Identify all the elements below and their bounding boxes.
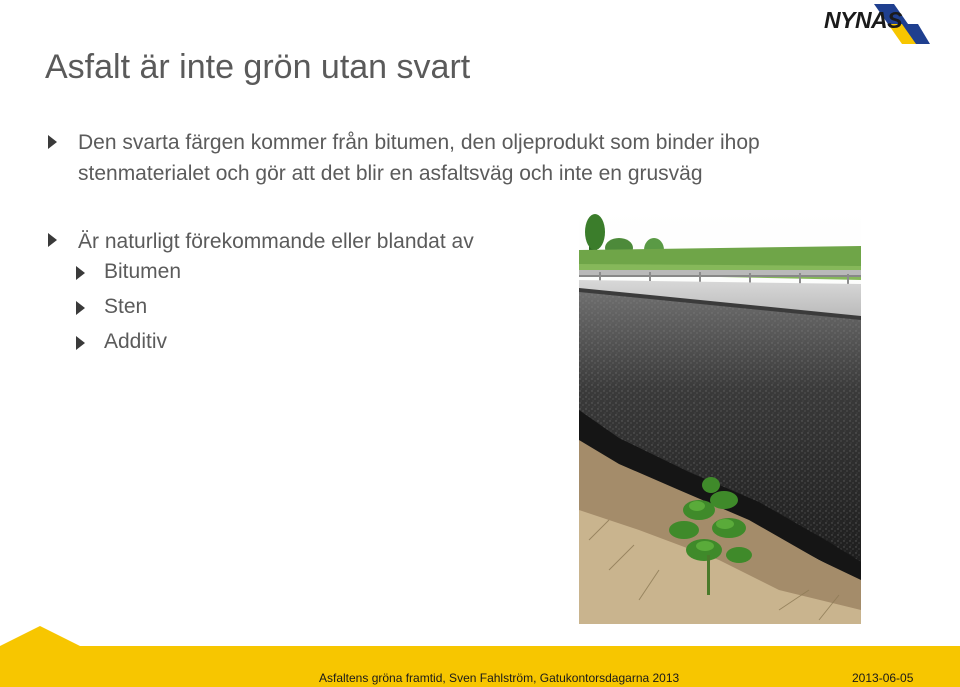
bullet-1: Den svarta färgen kommer från bitumen, den oljeprodukt som binder ihop stenmaterialet och gör att det blir en asfaltsväg och inte en grusväg xyxy=(78,131,760,185)
triangle-right-icon xyxy=(76,301,85,315)
sub-bullet-sten: Sten xyxy=(104,295,148,318)
slide-title: Asfalt är inte grön utan svart xyxy=(45,48,471,86)
asphalt-road-photo xyxy=(579,210,861,624)
footer-tab-shape xyxy=(0,620,80,648)
triangle-right-icon xyxy=(76,266,85,280)
footer-date: 2013-06-05 xyxy=(852,671,914,685)
footer-text: Asfaltens gröna framtid, Sven Fahlström, Gatukontorsdagarna 2013 xyxy=(319,671,680,685)
triangle-right-icon xyxy=(48,135,57,149)
logo-text: NYNAS xyxy=(824,7,903,33)
triangle-right-icon xyxy=(48,233,57,247)
triangle-right-icon xyxy=(76,336,85,350)
bullet-2: Är naturligt förekommande eller blandat av xyxy=(78,230,474,253)
nynas-logo xyxy=(822,2,932,48)
sub-bullet-bitumen: Bitumen xyxy=(104,260,182,283)
sub-bullet-additiv: Additiv xyxy=(104,330,168,353)
